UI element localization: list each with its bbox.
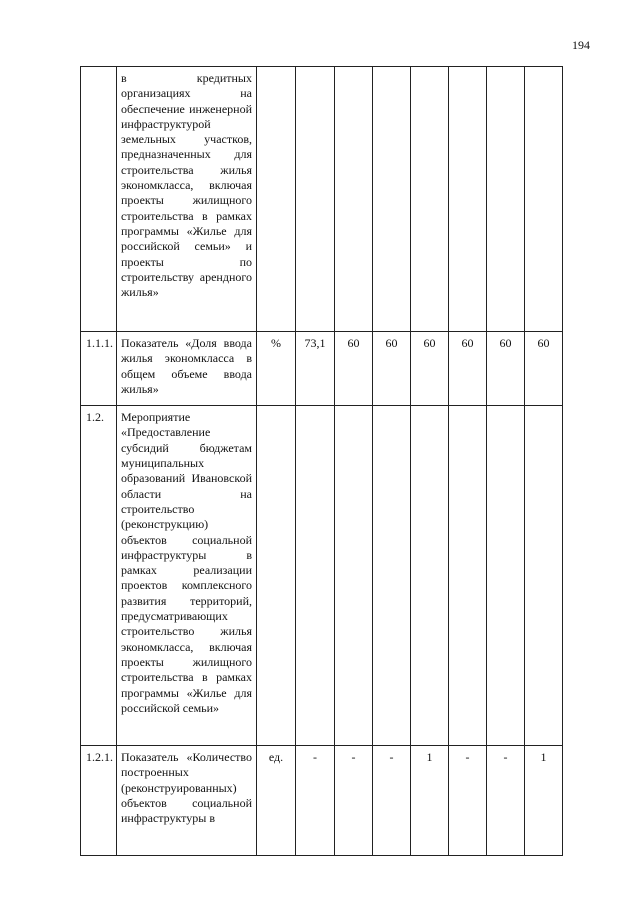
row-value: [487, 406, 525, 746]
row-value: [449, 406, 487, 746]
row-description: Мероприятие «Предоставление субсидий бюджетам муниципальных образований Ивановской области на строительство (реконструкцию) объектов социальной инфраструктуры в рамках реализации проектов комплексного развития территорий, предусматривающих строительство жилья экономкласса, включая проекты жилищного строительства в рамках программы «Жилье для российской семьи»: [121, 410, 252, 715]
row-value: [335, 406, 373, 746]
row-value: -: [449, 746, 487, 856]
row-number: 1.1.1.: [81, 332, 117, 406]
row-description-cell: [117, 67, 257, 332]
row-value: [411, 67, 449, 332]
row-value: [487, 67, 525, 332]
row-value: 60: [411, 332, 449, 406]
row-unit: %: [257, 332, 296, 406]
table-row: [81, 67, 563, 332]
table-row: [81, 406, 563, 746]
row-description-cell: [117, 406, 257, 746]
row-number: 1.2.: [81, 406, 117, 746]
row-description-cell: [117, 746, 257, 856]
page-number: 194: [572, 38, 590, 52]
row-value: [373, 67, 411, 332]
row-value: 60: [525, 332, 563, 406]
row-description: Показатель «Количество построенных (реконструированных) объектов социальной инфраструктуры в: [121, 750, 252, 826]
row-value: -: [373, 746, 411, 856]
row-value: 60: [335, 332, 373, 406]
row-value: [296, 406, 335, 746]
row-value: [411, 406, 449, 746]
row-value: 60: [373, 332, 411, 406]
row-description-cell: [117, 332, 257, 406]
row-value: 1: [525, 746, 563, 856]
row-value: 60: [487, 332, 525, 406]
table-row: [81, 746, 563, 856]
row-value: 60: [449, 332, 487, 406]
row-value: -: [487, 746, 525, 856]
row-value: 1: [411, 746, 449, 856]
row-value: [335, 67, 373, 332]
row-value: 73,1: [296, 332, 335, 406]
row-description: в кредитных организациях на обеспечение инженерной инфраструктурой земельных участков, предназначенных для строительства жилья экономкласса, включая проекты жилищного строительства в рамках программы «Жилье для российской семьи» и проекты по строительству арендного жилья»: [121, 71, 252, 300]
row-unit: [257, 67, 296, 332]
row-number: 1.2.1.: [81, 746, 117, 856]
row-number: [81, 67, 117, 332]
row-value: [525, 67, 563, 332]
row-value: [449, 67, 487, 332]
row-unit: ед.: [257, 746, 296, 856]
row-value: [525, 406, 563, 746]
row-value: [296, 67, 335, 332]
row-unit: [257, 406, 296, 746]
row-value: -: [335, 746, 373, 856]
table-row: [81, 332, 563, 406]
indicators-table: [80, 66, 563, 856]
row-value: [373, 406, 411, 746]
row-description: Показатель «Доля ввода жилья экономкласса в общем объеме ввода жилья»: [121, 336, 252, 396]
row-value: -: [296, 746, 335, 856]
